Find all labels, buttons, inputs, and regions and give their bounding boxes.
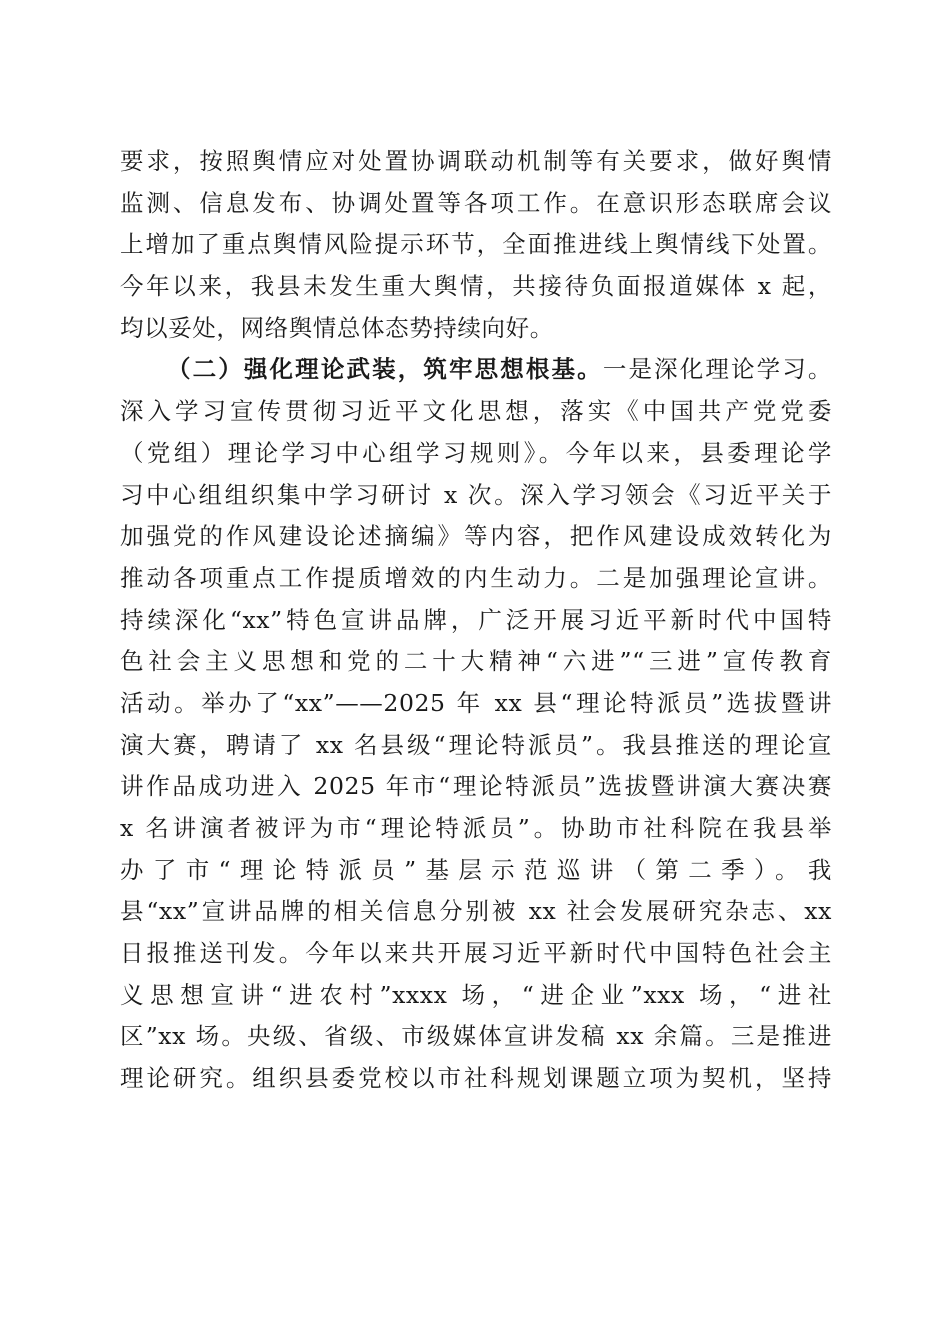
paragraph-line: 深入学习宣传贯彻习近平文化思想，落实《中国共产党党委 bbox=[120, 397, 832, 426]
paragraph-line: 讲作品成功进入 2025 年市“理论特派员”选拔暨讲演大赛决赛 bbox=[120, 772, 832, 801]
paragraph-line: 推动各项重点工作提质增效的内生动力。二是加强理论宣讲。 bbox=[120, 563, 832, 592]
paragraph-line: 均以妥处，网络舆情总体态势持续向好。 bbox=[120, 313, 554, 342]
paragraph-line: 监测、信息发布、协调处置等各项工作。在意识形态联席会议 bbox=[120, 188, 832, 217]
paragraph-line: 持续深化“xx”特色宣讲品牌，广泛开展习近平新时代中国特 bbox=[120, 605, 832, 634]
paragraph-line: 县“xx”宣讲品牌的相关信息分别被 xx 社会发展研究杂志、xx bbox=[120, 897, 832, 926]
paragraph-line: 日报推送刊发。今年以来共开展习近平新时代中国特色社会主 bbox=[120, 939, 832, 968]
section-heading: （二）强化理论武装，筑牢思想根基。 bbox=[167, 355, 603, 384]
paragraph-line: 上增加了重点舆情风险提示环节，全面推进线上舆情线下处置。 bbox=[120, 230, 832, 259]
paragraph-line: 活动。举办了“xx”——2025 年 xx 县“理论特派员”选拔暨讲 bbox=[120, 688, 832, 717]
paragraph-line: 今年以来，我县未发生重大舆情，共接待负面报道媒体 x 起， bbox=[120, 272, 832, 301]
paragraph-line: （党组）理论学习中心组学习规则》。今年以来，县委理论学 bbox=[120, 438, 832, 467]
paragraph-line: 习中心组组织集中学习研讨 x 次。深入学习领会《习近平关于 bbox=[120, 480, 832, 509]
document-body bbox=[120, 141, 832, 1100]
paragraph-line-rest: 一是深化理论学习。 bbox=[602, 355, 832, 384]
paragraph-line: 理论研究。组织县委党校以市社科规划课题立项为契机，坚持 bbox=[120, 1064, 832, 1093]
paragraph-line: 色社会主义思想和党的二十大精神“六进”“三进”宣传教育 bbox=[120, 647, 832, 676]
paragraph-line: x 名讲演者被评为市“理论特派员”。协助市社科院在我县举 bbox=[120, 814, 832, 842]
paragraph-line: 义思想宣讲“进农村”xxxx 场，“进企业”xxx 场，“进社 bbox=[120, 980, 832, 1009]
section-heading-line bbox=[120, 349, 832, 391]
paragraph-line: 演大赛，聘请了 xx 名县级“理论特派员”。我县推送的理论宣 bbox=[120, 730, 832, 759]
paragraph-line: 加强党的作风建设论述摘编》等内容，把作风建设成效转化为 bbox=[120, 522, 832, 551]
paragraph-line: 办了市“理论特派员”基层示范巡讲（第二季）。我 bbox=[120, 855, 832, 884]
paragraph-line: 区”xx 场。央级、省级、市级媒体宣讲发稿 xx 余篇。三是推进 bbox=[120, 1022, 832, 1051]
paragraph-line: 要求，按照舆情应对处置协调联动机制等有关要求，做好舆情 bbox=[120, 147, 832, 175]
